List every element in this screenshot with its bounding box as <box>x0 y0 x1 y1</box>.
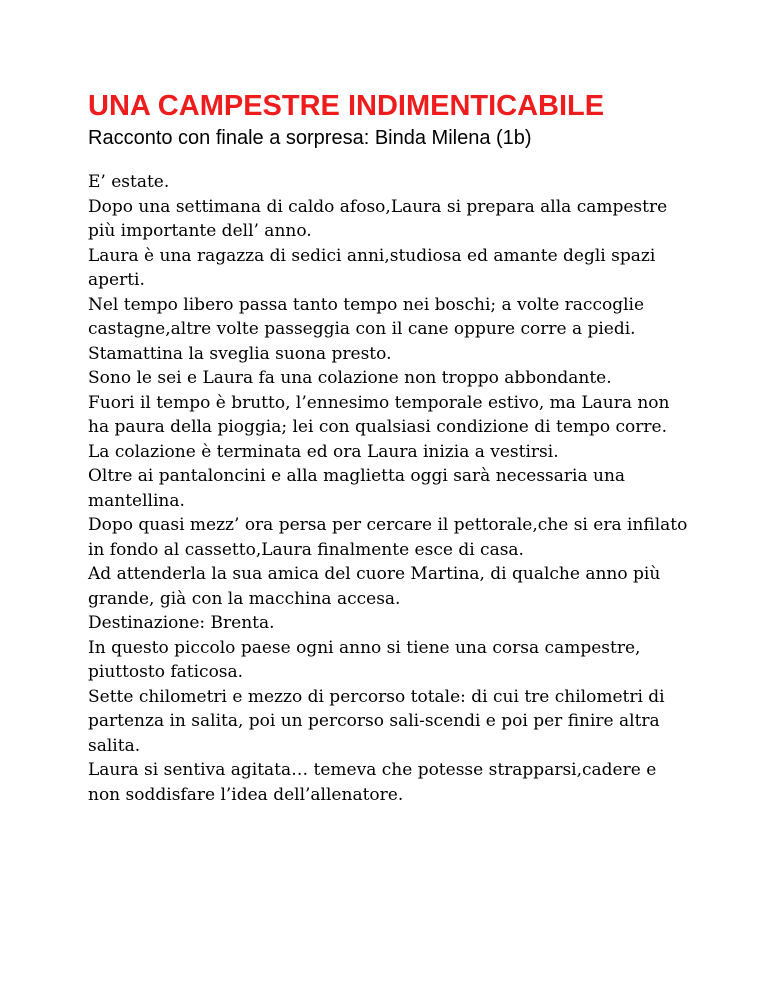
story-paragraph: Nel tempo libero passa tanto tempo nei boschi; a volte raccoglie castagne,altre volte passeggia con il cane oppure corre a piedi. <box>88 294 645 339</box>
document-page <box>88 88 688 807</box>
story-paragraph: Dopo quasi mezz’ ora persa per cercare il pettorale,che si era infilato in fondo al cassetto,Laura finalmente esce di casa. <box>88 515 688 560</box>
story-paragraph: Dopo una settimana di caldo afoso,Laura si prepara alla campestre più importante dell’ anno. <box>88 196 668 241</box>
story-paragraph: In questo piccolo paese ogni anno si tiene una corsa campestre, piuttosto faticosa. <box>88 637 641 682</box>
story-paragraph: E’ estate. <box>88 172 170 192</box>
story-paragraph: Laura si sentiva agitata… temeva che potesse strapparsi,cadere e non soddisfare l’idea dell’allenatore. <box>88 760 657 805</box>
story-paragraph: Ad attenderla la sua amica del cuore Martina, di qualche anno più grande, già con la macchina accesa. <box>88 564 661 609</box>
story-paragraph: Sono le sei e Laura fa una colazione non troppo abbondante. <box>88 368 612 388</box>
story-paragraph: Stamattina la sveglia suona presto. <box>88 343 392 364</box>
story-paragraph: Destinazione: Brenta. <box>88 613 275 633</box>
story-paragraph: La colazione è terminata ed ora Laura inizia a vestirsi. <box>88 441 559 462</box>
document-title: UNA CAMPESTRE INDIMENTICABILE <box>88 90 605 122</box>
story-paragraph: Oltre ai pantaloncini e alla maglietta oggi sarà necessaria una mantellina. <box>88 466 626 511</box>
story-body <box>88 170 688 807</box>
story-paragraph: Sette chilometri e mezzo di percorso totale: di cui tre chilometri di partenza in salita, poi un percorso sali-scendi e poi per finire altra salita. <box>88 686 665 756</box>
document-subtitle: Racconto con finale a sorpresa: Binda Milena (1b) <box>88 127 532 149</box>
story-paragraph: Laura è una ragazza di sedici anni,studiosa ed amante degli spazi aperti. <box>88 245 656 290</box>
story-paragraph: Fuori il tempo è brutto, l’ennesimo temporale estivo, ma Laura non ha paura della pioggia; lei con qualsiasi condizione di tempo corre. <box>88 392 670 437</box>
